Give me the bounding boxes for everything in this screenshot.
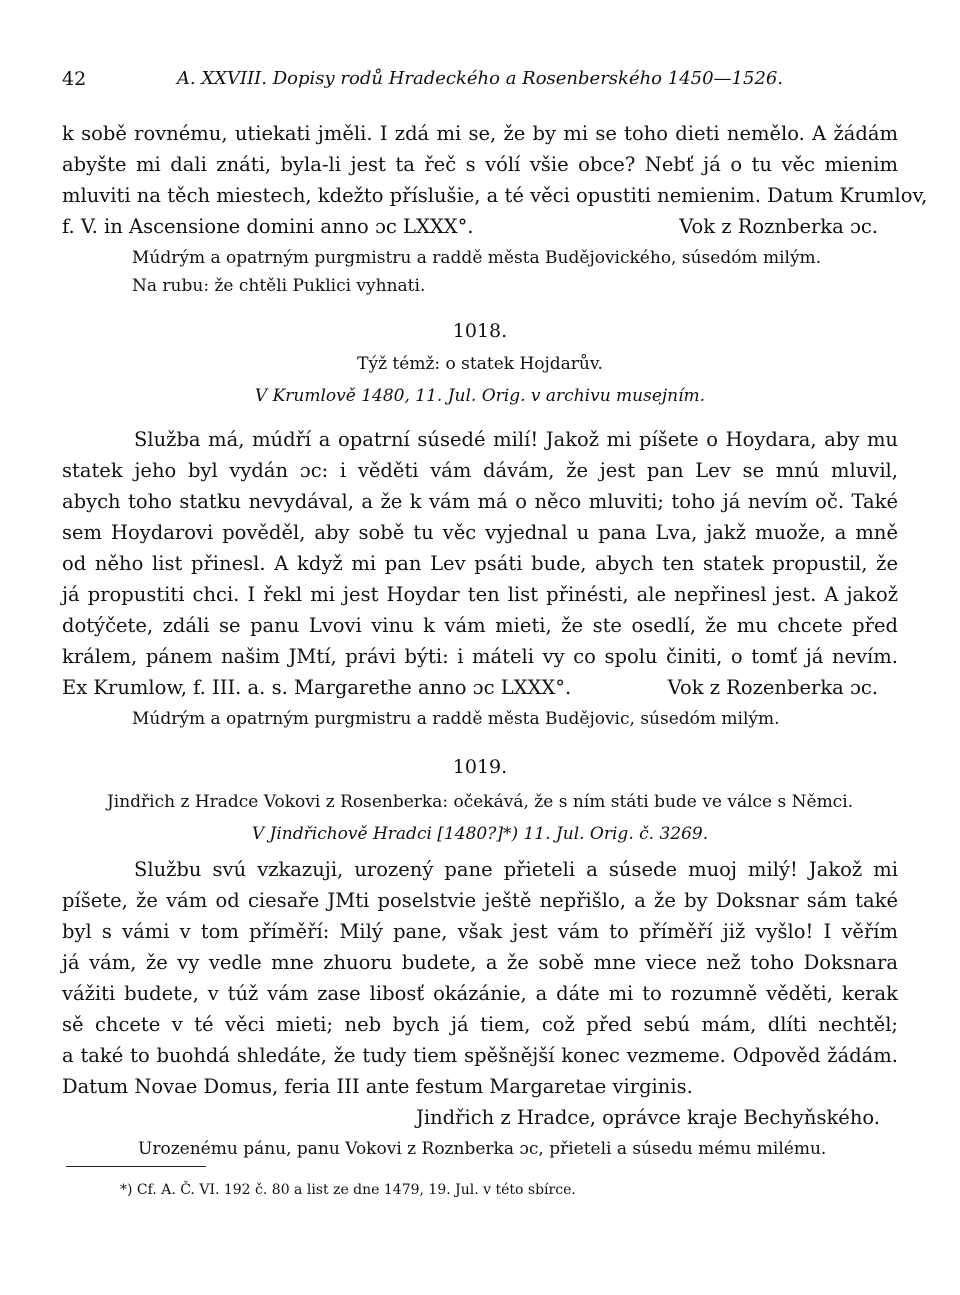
address-line: Múdrým a opatrným purgmistru a raddě města Budějovic, súsedóm milým.	[132, 709, 780, 729]
letter-1018	[62, 316, 898, 410]
signature: Jindřich z Hradce, oprávce kraje Bechyňského.	[416, 1106, 880, 1129]
letter-1019	[62, 752, 898, 848]
text-line: k sobě rovnému, utiekati jměli. I zdá mi se, že by mi se toho dieti nemělo. A žádám	[62, 122, 898, 145]
text-line: mluviti na těch miestech, kdežto příslušie, a té věci opustiti nemienim. Datum Krumlov,	[62, 184, 928, 207]
text-line: píšete, že vám od ciesaře JMti poselstvie ještě nepřišlo, a že by Doksnar sám také	[62, 889, 898, 912]
letter-number: 1019.	[452, 756, 508, 778]
text-line: Službu svú vzkazuji, urozený pane přieteli a súsede muoj milý! Jakož mi	[134, 858, 898, 881]
letter-source: V Krumlově 1480, 11. Jul. Orig. v archivu musejním.	[254, 386, 706, 406]
page-number: 42	[62, 68, 87, 90]
page-header	[62, 68, 898, 98]
text-line: abyšte mi dali znáti, byla-li jest ta řeč s vólí všie obce? Nebť já o tu věc mienim	[62, 153, 898, 176]
dating: f. V. in Ascensione domini anno ɔc LXXX°.	[62, 215, 474, 238]
reverse-note: Na rubu: že chtěli Puklici vyhnati.	[132, 276, 426, 296]
address-line: Múdrým a opatrným purgmistru a raddě města Budějovického, súsedóm milým.	[132, 248, 822, 268]
text-line: já vám, že vy vedle mne zhuoru budete, a že sobě mne viece než toho Doksnara	[62, 951, 898, 974]
text-line: a také to buohdá shledáte, že tudy tiem spěšnější konec vezmeme. Odpověd žádám.	[62, 1044, 898, 1067]
running-title: A. XXVIII. Dopisy rodů Hradeckého a Rosenberského 1450—1526.	[176, 68, 784, 89]
text-line: králem, pánem našim JMtí, právi býti: i máteli vy co spolu činiti, o tomť já nevím.	[62, 645, 898, 668]
dating: Ex Krumlow, f. III. a. s. Margarethe anno ɔc LXXX°.	[62, 676, 572, 699]
signature: Vok z Rozenberka ɔc.	[667, 676, 878, 699]
text-line: abych toho statku nevydával, a že k vám má o něco mluviti; toho já nevím oč. Také	[62, 490, 898, 513]
letter-1018-text	[62, 424, 898, 733]
letter-summary: Jindřich z Hradce Vokovi z Rosenberka: očekává, že s ním státi bude ve válce s Němci.	[106, 792, 854, 812]
closing-line	[62, 211, 898, 242]
text-line: statek jeho byl vydán ɔc: i věděti vám dávám, že jest pan Lev se mnú mluvil,	[62, 459, 898, 482]
text-line: sem Hoydarovi pověděl, aby sobě tu věc vyjednal u pana Lva, jakž muože, a mně	[62, 521, 898, 544]
letter-number: 1018.	[452, 320, 508, 342]
text-line: vážiti budete, v túž vám zase libosť okázánie, a dáte mi to rozumně věděti, kerak	[62, 982, 898, 1005]
letter-1019-text	[62, 854, 898, 1163]
footnote-divider	[66, 1166, 206, 1167]
text-line: sě chcete v té věci mieti; neb bych já tiem, což před sebú mám, dlíti nechtěl;	[62, 1013, 898, 1036]
text-line: dotýčete, zdáli se panu Lvovi vinu k vám mieti, že ste osedlí, že mu chcete před	[62, 614, 898, 637]
letter-summary: Týž témž: o statek Hojdarův.	[357, 354, 603, 374]
previous-letter-ending	[62, 118, 928, 300]
footnote: *) Cf. A. Č. VI. 192 č. 80 a list ze dne 1479, 19. Jul. v této sbírce.	[120, 1182, 576, 1198]
address-line: Urozenému pánu, panu Vokovi z Roznberka ɔc, přieteli a súsedu mému milému.	[138, 1139, 827, 1159]
closing-line	[62, 672, 898, 703]
text-line: Datum Novae Domus, feria III ante festum Margaretae virginis.	[62, 1075, 693, 1098]
signature: Vok z Roznberka ɔc.	[679, 215, 878, 238]
letter-source: V Jindřichově Hradci [1480?]*) 11. Jul. Orig. č. 3269.	[251, 824, 709, 844]
text-line: já propustiti chci. I řekl mi jest Hoydar ten list přinésti, ale nepřinesl jest. A jakož	[62, 583, 898, 606]
text-line: byl s vámi v tom příměří: Milý pane, však jest vám to příměří již vyšlo! I věřím	[62, 920, 898, 943]
text-line: Služba má, múdří a opatrní súsedé milí! Jakož mi píšete o Hoydara, aby mu	[134, 428, 898, 451]
text-line: od něho list přinesl. A když mi pan Lev psáti bude, abych ten statek propustil, že	[62, 552, 898, 575]
